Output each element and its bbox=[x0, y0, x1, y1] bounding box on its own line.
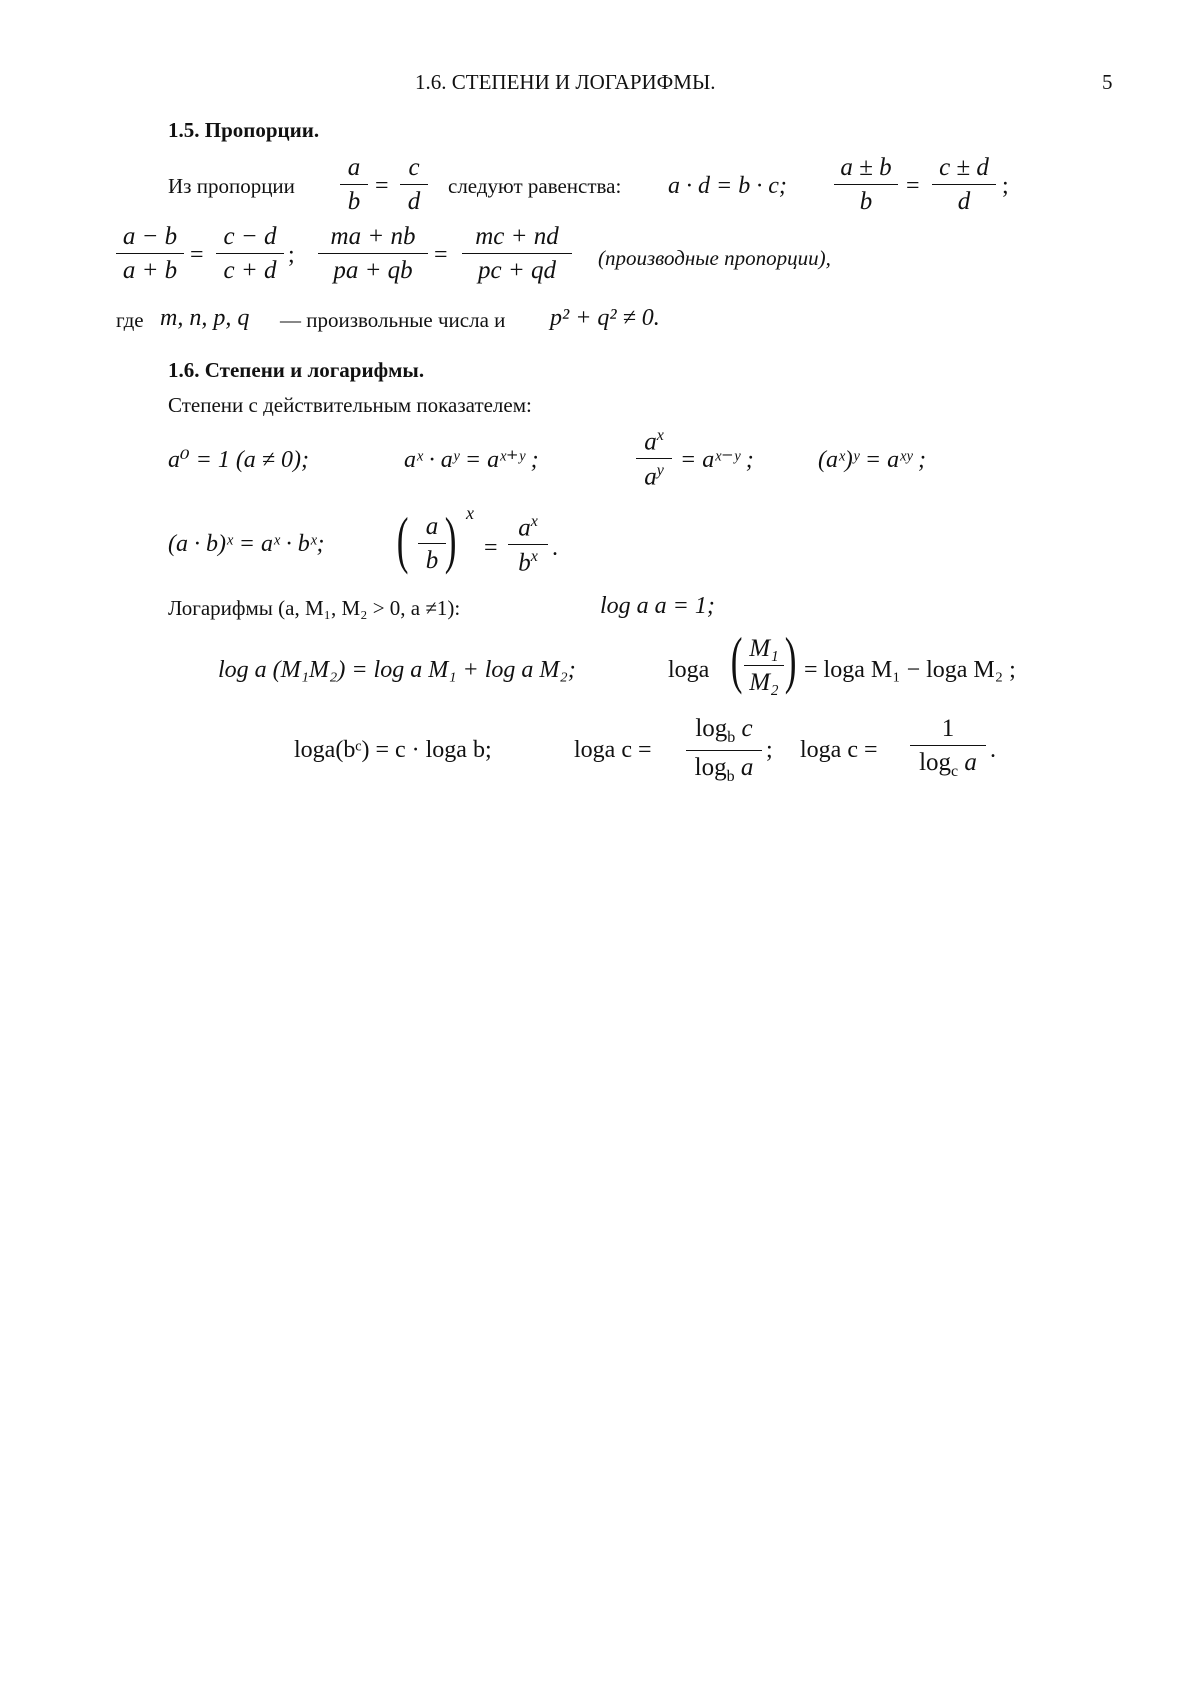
fraction-ma-nb-over-pa-qb: ma + nb pa + qb bbox=[318, 224, 428, 283]
page-number: 5 bbox=[1102, 70, 1113, 94]
formula-ad-bc: a · d = b · c; bbox=[668, 173, 787, 199]
semicolon: ; bbox=[1002, 173, 1009, 199]
fraction-c-minus-d-over-c-plus-d: c − d c + d bbox=[216, 224, 284, 283]
formula-power-of-product: (a · b)ˣ = aˣ · bˣ; bbox=[168, 531, 325, 557]
formula-log-quotient-rhs: = loga M₁ − loga M₂ ; bbox=[804, 657, 1016, 683]
fraction-a-over-b-power: a b bbox=[418, 514, 446, 573]
formula-reciprocal-lhs: loga c = bbox=[800, 737, 878, 763]
period: . bbox=[990, 737, 996, 763]
condition-p2-q2: p² + q² ≠ 0. bbox=[550, 305, 660, 331]
equals-sign: = bbox=[375, 173, 389, 199]
right-parenthesis: ) bbox=[444, 504, 457, 575]
semicolon: ; bbox=[288, 242, 295, 268]
powers-intro-text: Степени с действительным показателем: bbox=[168, 393, 532, 417]
fraction-a-pm-b-over-b: a ± b b bbox=[834, 155, 898, 214]
exponent-x: x bbox=[466, 503, 474, 523]
formula-log-a-a: log a a = 1; bbox=[600, 593, 715, 619]
formula-power-of-power: (aˣ)ʸ = aˣʸ ; bbox=[818, 447, 926, 473]
formula-log-product: log a (M₁M₂) = log a M₁ + log a M₂; bbox=[218, 657, 576, 683]
equals-sign: = bbox=[484, 535, 498, 561]
fraction-logb-c-over-logb-a: $\log_b c$ $\log_b a$ bbox=[686, 716, 762, 785]
fraction-c-over-d: c d bbox=[400, 155, 428, 214]
formula-quotient-rhs: = aˣ⁻ʸ ; bbox=[680, 447, 754, 473]
variables-mnpq: m, n, p, q bbox=[160, 305, 250, 331]
formula-log-power: loga(bᶜ) = c · loga b; bbox=[294, 737, 492, 763]
arbitrary-numbers-text: — произвольные числа и bbox=[280, 308, 506, 332]
fraction-ax-over-ay: $a^x$ $a^y$ bbox=[636, 428, 672, 490]
semicolon: ; bbox=[766, 737, 773, 763]
section-heading-1-5: 1.5. Пропорции. bbox=[168, 118, 320, 142]
left-parenthesis: ( bbox=[730, 624, 743, 695]
where-text: где bbox=[116, 308, 144, 332]
formula-a-pow-zero: a⁰ = 1 (a ≠ 0); bbox=[168, 447, 309, 473]
period: . bbox=[552, 535, 558, 561]
fraction-mc-nd-over-pc-qd: mc + nd pc + qd bbox=[462, 224, 572, 283]
fraction-a-minus-b-over-a-plus-b: a − b a + b bbox=[116, 224, 184, 283]
fraction-m1-over-m2: M₁ M₂ bbox=[744, 636, 784, 695]
fraction-c-pm-d-over-d: c ± d d bbox=[932, 155, 996, 214]
derived-proportions-note: (производные пропорции), bbox=[598, 246, 831, 270]
running-header: 1.6. СТЕПЕНИ И ЛОГАРИФМЫ. bbox=[415, 70, 716, 94]
fraction-ax-over-bx: $a^x$ $b^x$ bbox=[508, 514, 548, 576]
proportion-intro-text: Из пропорции bbox=[168, 174, 295, 198]
equals-sign: = bbox=[906, 173, 920, 199]
equals-sign: = bbox=[434, 242, 448, 268]
fraction-one-over-logc-a: 1 $\log_c a$ bbox=[910, 716, 986, 780]
formula-change-of-base-lhs: loga c = bbox=[574, 737, 652, 763]
log-intro-text: Логарифмы (a, M₁, M₂ > 0, a ≠1): bbox=[168, 596, 461, 620]
log-a-label: loga bbox=[668, 657, 710, 683]
section-heading-1-6: 1.6. Степени и логарифмы. bbox=[168, 358, 425, 382]
equals-sign: = bbox=[190, 242, 204, 268]
right-parenthesis: ) bbox=[784, 624, 797, 695]
formula-product-of-powers: aˣ · aʸ = aˣ⁺ʸ ; bbox=[404, 447, 539, 473]
fraction-a-over-b: a b bbox=[340, 155, 368, 214]
follows-text: следуют равенства: bbox=[448, 174, 622, 198]
left-parenthesis: ( bbox=[396, 504, 409, 575]
